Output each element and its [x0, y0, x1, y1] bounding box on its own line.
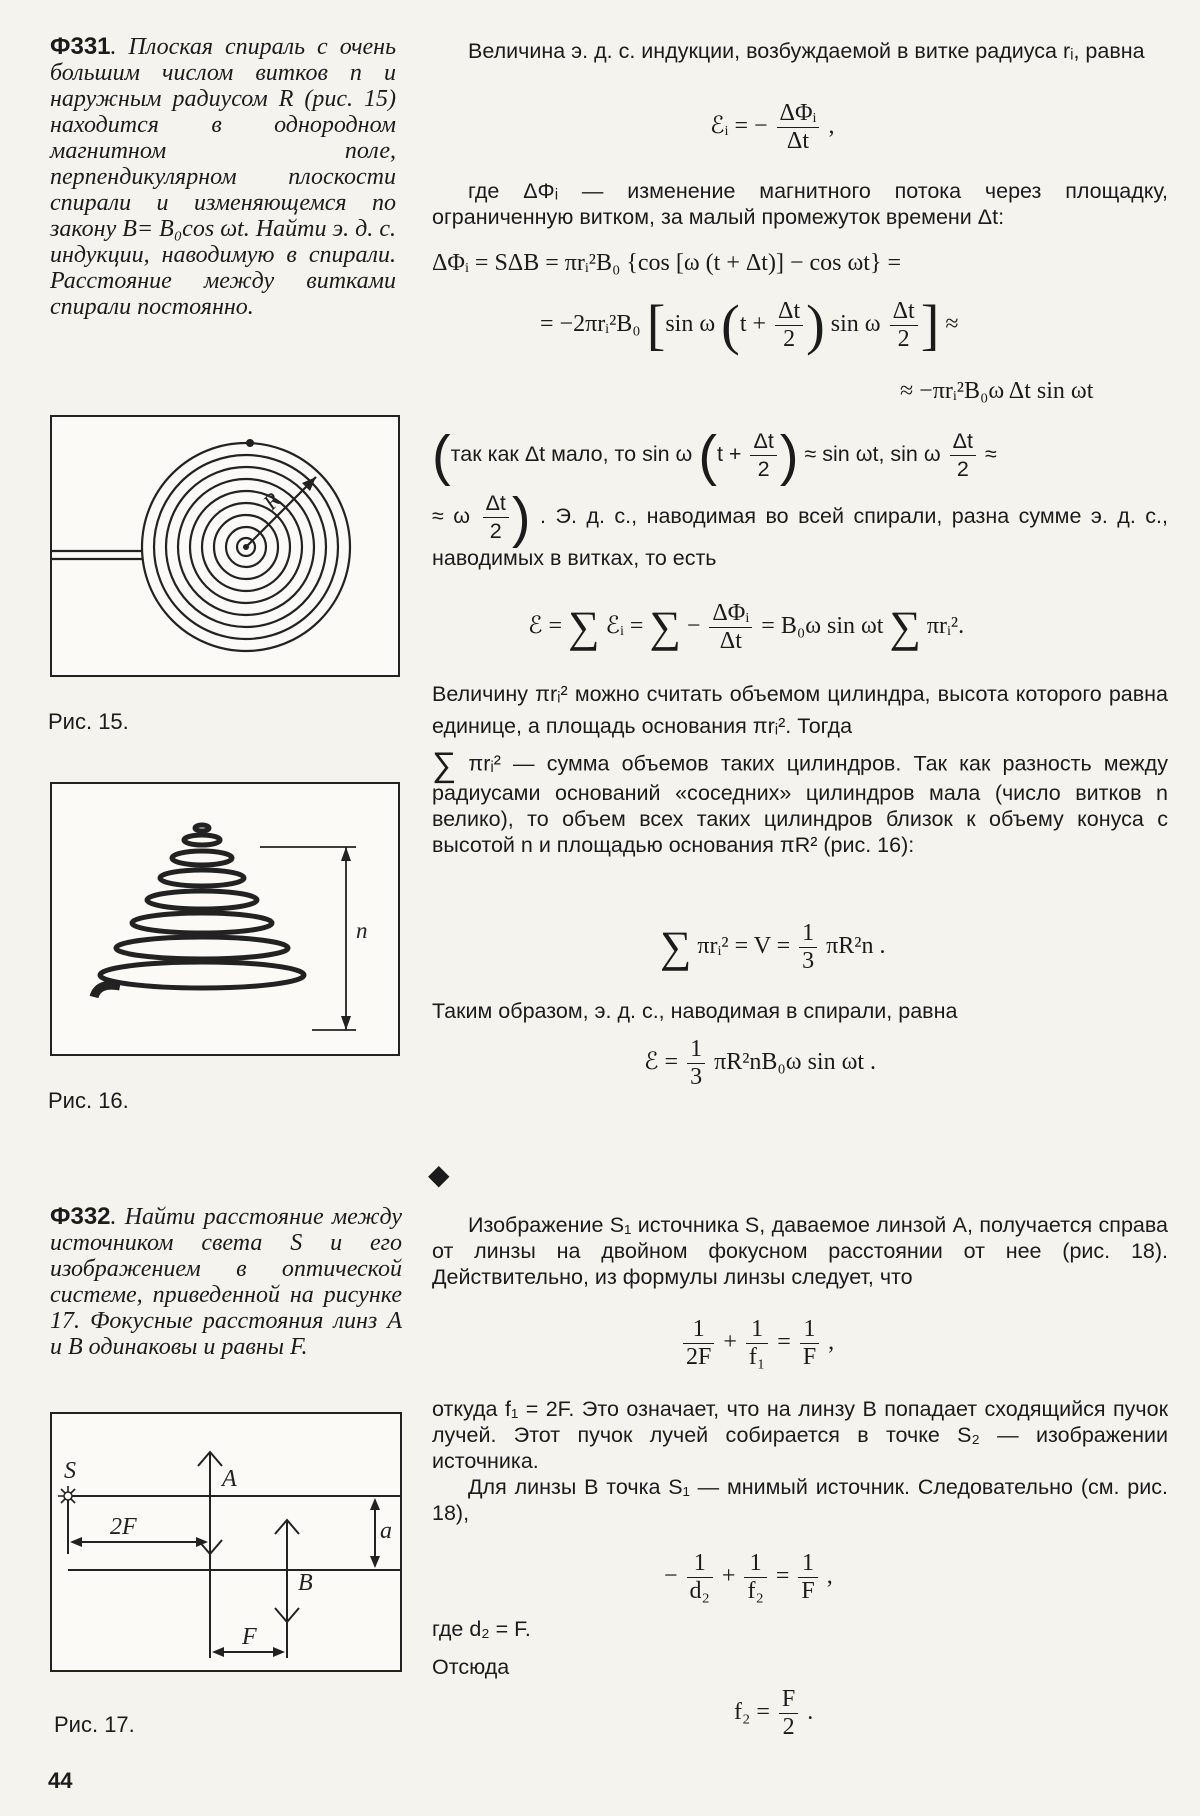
eq2-l2-d: sin ω	[830, 311, 881, 338]
sol331-p3-line2: ≈ ω $\frac{\Delta t}{2}$ ) . Э. д. с., наводимая во всей спирали, разна сумме э. д. с., наводимых в витках, то есть	[432, 485, 1168, 570]
sol332-eq1-n1: 1	[683, 1316, 714, 1344]
sol331-p6: Таким образом, э. д. с., наводимая в спирали, равна	[432, 999, 958, 1023]
sol332-p5: Отсюда	[432, 1655, 510, 1679]
eq3-d: = B₀ω sin ωt	[761, 613, 884, 640]
fig17-label-a: a	[380, 1518, 392, 1544]
sol331-p3-line1: (так как Δt мало, то sin ω (t + $\frac{\Delta t}{2}$ ) ≈ sin ωt, sin ω $\frac{\Delta t}{2}$ ≈	[432, 423, 997, 487]
eq3-e: πrᵢ².	[926, 613, 965, 640]
sol331-p1: Величина э. д. с. индукции, возбуждаемой в витке радиуса rᵢ, равна	[468, 39, 1145, 63]
sum-sign-2: ∑	[649, 602, 681, 652]
page-number: 44	[48, 1768, 73, 1793]
sol332-p1: Изображение S₁ источника S, даваемое линзой A, получается справа от линзы на двойном фокусном расстоянии от нее (рис. 18). Действительно, из формулы линзы следует, что	[432, 1213, 1168, 1289]
sol332-eq1-tail: ,	[828, 1329, 835, 1356]
problem-331-number: Ф331	[50, 33, 111, 60]
sol332-p3: Для линзы B точка S₁ — мнимый источник. Следовательно (см. рис. 18),	[432, 1475, 1168, 1525]
problem-331	[50, 34, 396, 320]
sol332-eq3-tail: .	[807, 1699, 814, 1726]
sol332-eq2-n2: 1	[744, 1550, 766, 1578]
problem-332-text: . Найти расстояние между источником света S и его изображением в оптической системе, приведенной на рисунке 17. Фокусные расстояния линз A и B одинаковы и равны F.	[50, 1204, 402, 1360]
p3-c: ≈ sin ωt, sin ω	[804, 442, 941, 467]
sol332-eq3-den: 2	[782, 1714, 795, 1740]
sol332-eq1-plus: +	[723, 1329, 737, 1356]
sol332-eq2-d1: d₂	[689, 1578, 710, 1604]
sol331-p2: где ΔΦᵢ — изменение магнитного потока через площадку, ограниченную витком, за малый промежуток времени Δt:	[432, 179, 1168, 229]
figure-16	[50, 782, 400, 1056]
fig15-caption: Рис. 15.	[48, 709, 129, 734]
sol332-eq1-eq: =	[777, 1329, 791, 1356]
sol332-eq2-tail: ,	[826, 1563, 833, 1590]
eq2-l2-half-den: 2	[783, 326, 796, 352]
sol332-eq2-d3: F	[801, 1578, 815, 1604]
sol332-eq3-num: F	[779, 1686, 798, 1714]
p5-text: πrᵢ² — сумма объемов таких цилиндров. Так как разность между радиусами оснований «соседних» цилиндров мала (число витков n велико), то объем всех таких цилиндров близок к объему конуса с высотой n и площадью основания πR² (рис. 16):	[432, 751, 1168, 857]
sol332-eq2	[664, 1550, 833, 1605]
eq1-tail: ,	[828, 113, 835, 140]
p3-half-num-2: Δt	[950, 428, 976, 456]
sol332-eq1-n3: 1	[800, 1316, 819, 1344]
eq2-l2-a: = −2πrᵢ²B₀	[540, 311, 641, 338]
sol332-eq2-eq: =	[775, 1563, 790, 1590]
eq4-sum-sign: ∑	[660, 922, 692, 972]
p3-half-num: Δt	[750, 428, 776, 456]
p3-half-num-3: Δt	[483, 490, 509, 518]
eq2-l2-b: sin ω	[665, 311, 716, 338]
fig15-label-R: R	[257, 487, 286, 515]
sol332-eq1-d3: F	[802, 1344, 817, 1370]
p3-b: t +	[716, 442, 742, 467]
sol332-eq2-n1: 1	[687, 1550, 713, 1578]
p3-half-den-2: 2	[956, 457, 969, 481]
sol331-eq2-line1: ΔΦᵢ = SΔB = πrᵢ²B₀ {cos [ω (t + Δt)] − cos ωt} =	[432, 250, 901, 276]
eq1-lhs: ℰᵢ = −	[710, 113, 768, 140]
fig17-label-F: F	[242, 1624, 257, 1650]
sol332-p2: откуда f₁ = 2F. Это означает, что на линзу B попадает сходящийся пучок лучей. Этот пучок лучей собирается в точке S₂ — изображении источника.	[432, 1397, 1168, 1473]
sol331-eq5	[644, 1036, 876, 1091]
fig16-label-n: n	[356, 918, 368, 943]
eq2-l2-tail: ≈	[945, 311, 959, 338]
p3-half-den: 2	[757, 457, 770, 481]
eq3-den: Δt	[719, 628, 742, 654]
sol332-p4: где d₂ = F.	[432, 1617, 531, 1641]
eq3-a: ℰ =	[528, 613, 563, 640]
eq3-num: ΔΦᵢ	[709, 600, 752, 628]
sum-sign-3: ∑	[889, 602, 921, 652]
eq3-c: −	[686, 613, 701, 640]
lens-system-diagram	[50, 1412, 402, 1672]
fig17-label-B: B	[298, 1570, 313, 1596]
sol331-eq3	[528, 600, 964, 655]
eq4-num: 1	[799, 920, 817, 948]
cone-spiral-diagram	[50, 782, 400, 1056]
problem-331-text: . Плоская спираль с очень большим числом витков n и наружным радиусом R (рис. 15) находится в однородном магнитном поле, перпендикулярном плоскости спирали и изменяющемся по закону B= B₀cos ωt. Найти э. д. с. индукции, наводимую в спирали. Расстояние между витками спирали постоянно.	[50, 34, 396, 320]
eq5-a: ℰ =	[644, 1049, 679, 1076]
eq4-b: πR²n .	[826, 933, 886, 960]
sol332-eq3	[734, 1686, 813, 1741]
p5-sum-sign: ∑	[432, 746, 457, 784]
eq4-a: πrᵢ² = V =	[697, 933, 791, 960]
sol331-p5	[432, 746, 1168, 858]
sum-sign-1: ∑	[568, 602, 600, 652]
spiral-diagram	[50, 415, 400, 677]
eq5-den: 3	[690, 1064, 703, 1090]
problem-332-number: Ф332	[50, 1203, 111, 1230]
p3-a: так как Δt мало, то sin ω	[450, 442, 693, 467]
eq3-b: ℰᵢ =	[605, 613, 644, 640]
sol332-eq1-d2: f₁	[748, 1344, 766, 1370]
eq2-l2-half-num: Δt	[775, 298, 803, 326]
sol332-eq2-minus: −	[664, 1563, 678, 1590]
fig17-label-A: A	[222, 1466, 237, 1492]
p3-d: ≈	[984, 442, 997, 467]
sol331-eq2-line3: ≈ −πrᵢ²B₀ω Δt sin ωt	[900, 378, 1094, 404]
sol332-eq1	[680, 1316, 834, 1371]
eq2-l2-c: t +	[739, 311, 767, 338]
p3-f: . Э. д. с., наводимая во всей спирали, разна сумме э. д. с., наводимых в витках, то есть	[432, 504, 1168, 570]
eq2-l2-half-den-2: 2	[897, 326, 910, 352]
eq1-den: Δt	[786, 128, 810, 154]
eq1-num: ΔΦᵢ	[777, 100, 820, 128]
sol331-p4: Величину πrᵢ² можно считать объемом цилиндра, высота которого равна единице, а площадь основания πrᵢ². Тогда	[432, 682, 1168, 738]
fig16-caption: Рис. 16.	[48, 1088, 129, 1113]
p3-e: ≈ ω	[432, 504, 471, 529]
fig17-label-2F: 2F	[110, 1514, 137, 1540]
eq5-num: 1	[687, 1036, 705, 1064]
eq4-den: 3	[802, 948, 815, 974]
eq5-b: πR²nB₀ω sin ωt .	[714, 1049, 877, 1076]
problem-332	[50, 1204, 402, 1360]
figure-17	[50, 1412, 402, 1672]
sol332-eq2-d2: f₂	[747, 1578, 764, 1604]
separator-diamond: ◆	[428, 1158, 450, 1191]
sol332-eq1-d1: 2F	[686, 1344, 712, 1370]
fig17-caption: Рис. 17.	[54, 1712, 135, 1737]
p3-half-den-3: 2	[489, 519, 502, 543]
eq2-l2-half-num-2: Δt	[890, 298, 918, 326]
figure-15	[50, 415, 400, 677]
sol332-eq1-n2: 1	[746, 1316, 768, 1344]
sol332-eq3-a: f₂ =	[734, 1699, 770, 1726]
sol332-eq2-plus: +	[721, 1563, 736, 1590]
sol332-eq2-n3: 1	[798, 1550, 817, 1578]
sol331-eq4	[660, 920, 885, 975]
sol331-eq2-line2: = −2πrᵢ²B₀ [sin ω (t + $\frac{\Delta t}{2}$ ) sin ω $\frac{\Delta t}{2}$ ] ≈	[540, 294, 959, 357]
fig17-label-S: S	[64, 1458, 76, 1484]
sol331-eq1	[710, 100, 834, 155]
